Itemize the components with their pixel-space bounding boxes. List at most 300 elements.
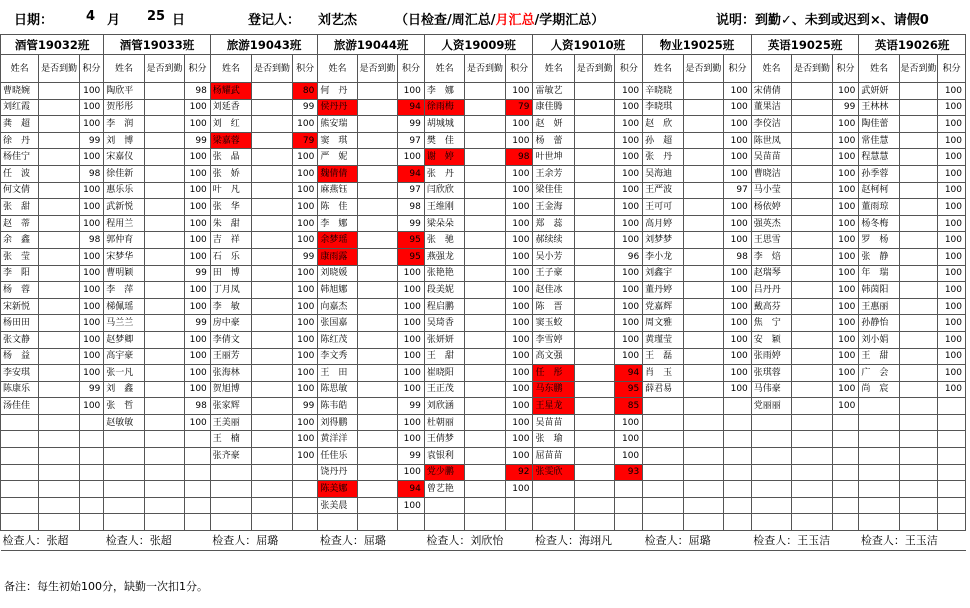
attendance-cell [792,199,832,216]
attendance-cell [683,132,723,149]
empty-cell [1,414,39,431]
student-name: 程慧慧 [859,149,899,166]
attendance-cell [575,165,615,182]
attendance-cell [465,414,505,431]
attendance-cell [144,99,184,116]
student-score: 100 [185,381,211,398]
student-name: 李 阳 [1,265,39,282]
student-score: 100 [724,381,752,398]
student-name: 王正茂 [424,381,464,398]
student-score: 100 [938,149,966,166]
attendance-cell [683,348,723,365]
attendance-cell [39,265,79,282]
student-score: 100 [398,365,425,382]
attendance-cell [144,348,184,365]
col-score-header: 积分 [292,55,318,83]
student-score: 99 [185,132,211,149]
student-score: 100 [832,248,859,265]
student-score: 99 [832,99,859,116]
student-name: 程用兰 [104,215,144,232]
student-name: 赵 欣 [643,116,683,133]
empty-cell [832,431,859,448]
student-name: 薛君易 [643,381,683,398]
attendance-cell [575,348,615,365]
student-name: 李 娜 [318,215,357,232]
student-score: 100 [938,232,966,249]
attendance-cell [252,199,292,216]
empty-cell [751,414,791,431]
student-name: 胡城城 [424,116,464,133]
student-name: 王严波 [643,182,683,199]
empty-cell [533,497,575,514]
attendance-cell [575,182,615,199]
attendance-cell [683,215,723,232]
student-name: 李 焙 [751,248,791,265]
attendance-cell [575,431,615,448]
empty-cell [751,497,791,514]
student-name: 王维刚 [424,199,464,216]
student-name: 李倩文 [210,331,252,348]
student-score: 100 [505,132,533,149]
attendance-cell [683,365,723,382]
attendance-cell [792,99,832,116]
attendance-cell [683,298,723,315]
attendance-cell [575,282,615,299]
attendance-cell [683,315,723,332]
empty-cell [39,497,79,514]
empty-cell [643,448,683,465]
student-score: 100 [615,99,643,116]
student-name: 段美妮 [424,282,464,299]
attendance-cell [792,298,832,315]
student-score: 100 [724,298,752,315]
student-score: 100 [938,348,966,365]
table-row [1,232,966,249]
student-name: 张 甜 [1,199,39,216]
attendance-cell [792,282,832,299]
student-name: 赵瑞琴 [751,265,791,282]
student-score: 100 [185,365,211,382]
attendance-cell [39,165,79,182]
student-score: 99 [185,315,211,332]
student-score: 97 [398,132,425,149]
student-name: 陈康乐 [1,381,39,398]
empty-cell [292,464,318,481]
attendance-cell [144,165,184,182]
empty-cell [832,464,859,481]
student-name: 向嘉杰 [318,298,357,315]
student-score: 100 [724,331,752,348]
student-score: 100 [292,298,318,315]
student-name: 宋嘉仪 [104,149,144,166]
attendance-cell [792,165,832,182]
student-score: 99 [398,116,425,133]
student-score: 100 [185,298,211,315]
student-score: 100 [938,132,966,149]
empty-cell [104,514,144,531]
student-score: 100 [292,215,318,232]
student-name: 陈韦皓 [318,398,357,415]
student-name: 张 娇 [210,165,252,182]
attendance-cell [683,331,723,348]
inspector-name: 刘欣怡 [470,533,504,547]
attendance-cell [144,149,184,166]
attendance-cell [252,315,292,332]
student-score: 80 [292,83,318,100]
student-name: 王星龙 [533,398,575,415]
attendance-cell [575,315,615,332]
table-row [1,215,966,232]
empty-cell [859,514,899,531]
student-score: 100 [615,116,643,133]
attendance-cell [899,365,937,382]
empty-cell [357,514,397,531]
col-attend-header: 是否到勤 [899,55,937,83]
attendance-cell [899,282,937,299]
student-score: 79 [505,99,533,116]
student-score: 100 [79,315,103,332]
student-name: 广 会 [859,365,899,382]
empty-cell [575,514,615,531]
attendance-cell [252,149,292,166]
student-name: 郝续续 [533,232,575,249]
student-name: 吴琦香 [424,315,464,332]
student-score: 100 [832,348,859,365]
empty-cell [859,414,899,431]
attendance-cell [252,83,292,100]
student-name: 张 莹 [1,248,39,265]
student-name: 丁月凤 [210,282,252,299]
empty-cell [859,448,899,465]
inspector-name: 屈璐 [688,533,711,547]
sheet-header [0,0,970,34]
student-score: 100 [79,348,103,365]
table-row [1,248,966,265]
attendance-cell [683,182,723,199]
student-name: 赵敏敏 [104,414,144,431]
student-name: 陶佳蕾 [859,116,899,133]
student-name: 王美丽 [210,414,252,431]
attendance-cell [252,215,292,232]
student-score: 100 [398,315,425,332]
attendance-cell [357,116,397,133]
student-score: 100 [832,182,859,199]
student-name: 高月婷 [643,215,683,232]
student-score: 100 [398,298,425,315]
student-name: 张 华 [210,199,252,216]
attendance-cell [357,149,397,166]
date-day-unit: 日 [172,13,186,28]
attendance-cell [144,199,184,216]
class-title: 旅游19044班 [318,35,425,55]
student-score: 100 [615,182,643,199]
student-score: 100 [79,215,103,232]
student-name: 刘 红 [210,116,252,133]
attendance-cell [39,232,79,249]
empty-cell [724,514,752,531]
table-row [1,116,966,133]
student-score: 100 [938,331,966,348]
student-name: 戴高芬 [751,298,791,315]
empty-cell [79,414,103,431]
attendance-cell [465,199,505,216]
student-score: 100 [832,165,859,182]
attendance-cell [465,83,505,100]
student-name: 谢 婷 [424,149,464,166]
attendance-cell [357,331,397,348]
col-attend-header: 是否到勤 [144,55,184,83]
attendance-cell [792,116,832,133]
student-score: 100 [505,232,533,249]
student-name: 张琪蓉 [751,365,791,382]
student-score: 100 [398,265,425,282]
student-name: 叶世坤 [533,149,575,166]
student-name: 梁嘉蓉 [210,132,252,149]
empty-cell [859,398,899,415]
empty-cell [505,497,533,514]
student-score: 99 [398,398,425,415]
student-score: 100 [505,165,533,182]
student-name: 李 萍 [104,282,144,299]
empty-cell [1,448,39,465]
student-score: 100 [185,199,211,216]
attendance-cell [39,298,79,315]
student-name: 李 润 [104,116,144,133]
student-score: 100 [398,414,425,431]
attendance-cell [357,464,397,481]
student-name: 杨依婷 [751,199,791,216]
student-score: 100 [938,199,966,216]
attendance-cell [575,116,615,133]
student-name: 周文雅 [643,315,683,332]
attendance-cell [357,348,397,365]
attendance-cell [575,414,615,431]
student-name: 曾艺艳 [424,481,464,498]
student-score: 100 [938,165,966,182]
attendance-cell [39,199,79,216]
empty-cell [899,398,937,415]
empty-cell [615,514,643,531]
attendance-cell [899,165,937,182]
student-score: 100 [938,215,966,232]
empty-cell [104,497,144,514]
attendance-cell [39,282,79,299]
empty-cell [899,497,937,514]
student-score: 97 [398,182,425,199]
student-name: 吕丹丹 [751,282,791,299]
student-score: 100 [79,398,103,415]
student-score: 100 [832,265,859,282]
attendance-cell [683,83,723,100]
student-name: 李 敏 [210,298,252,315]
student-name: 闫欣欣 [424,182,464,199]
student-name: 任 彤 [533,365,575,382]
attendance-cell [144,398,184,415]
student-score: 100 [505,448,533,465]
empty-cell [643,431,683,448]
attendance-cell [144,215,184,232]
table-row [1,315,966,332]
student-score: 100 [79,116,103,133]
attendance-cell [465,365,505,382]
col-name-header: 姓名 [104,55,144,83]
student-score: 100 [724,83,752,100]
student-name: 李 娜 [424,83,464,100]
attendance-cell [39,315,79,332]
student-score: 95 [398,232,425,249]
student-name: 张文静 [1,331,39,348]
student-score: 100 [505,348,533,365]
empty-cell [424,497,464,514]
student-name: 刘 博 [104,132,144,149]
attendance-cell [465,282,505,299]
student-name: 石 乐 [210,248,252,265]
empty-cell [104,448,144,465]
table-row [1,165,966,182]
student-score: 100 [724,165,752,182]
student-score: 100 [185,414,211,431]
table-row [1,464,966,481]
student-name: 何 丹 [318,83,357,100]
student-name: 杨 蓉 [1,282,39,299]
attendance-cell [465,448,505,465]
summary-mode [395,9,604,28]
student-name: 张国嘉 [318,315,357,332]
empty-cell [575,481,615,498]
student-score: 100 [292,315,318,332]
student-name: 党丽丽 [751,398,791,415]
attendance-cell [465,348,505,365]
student-name: 强英杰 [751,215,791,232]
attendance-cell [144,315,184,332]
student-name: 张雯欣 [533,464,575,481]
student-name: 王子豪 [533,265,575,282]
attendance-cell [465,464,505,481]
empty-cell [210,497,252,514]
inspector-label: 检查人： [319,533,364,547]
attendance-cell [144,381,184,398]
student-name: 叶 凡 [210,182,252,199]
attendance-cell [792,331,832,348]
col-score-header: 积分 [79,55,103,83]
empty-cell [79,514,103,531]
attendance-cell [252,265,292,282]
attendance-cell [357,265,397,282]
attendance-cell [575,398,615,415]
empty-cell [792,448,832,465]
attendance-cell [252,248,292,265]
attendance-cell [792,398,832,415]
student-score: 98 [398,199,425,216]
student-score: 100 [832,199,859,216]
inspector-cell [210,531,318,551]
attendance-cell [144,282,184,299]
student-score: 100 [832,215,859,232]
student-name: 王 楠 [210,431,252,448]
student-score: 100 [185,282,211,299]
attendance-cell [357,232,397,249]
student-name: 马东鹏 [533,381,575,398]
class-title: 英语19026班 [859,35,966,55]
student-score: 100 [292,331,318,348]
student-name: 孙静怡 [859,315,899,332]
attendance-cell [899,215,937,232]
inspector-name: 张超 [46,533,69,547]
table-row [1,497,966,514]
student-name: 黄洋洋 [318,431,357,448]
student-score: 100 [724,265,752,282]
student-name: 杨佳宁 [1,149,39,166]
student-name: 王余芳 [533,165,575,182]
student-score: 100 [505,182,533,199]
student-name: 熊安瑞 [318,116,357,133]
attendance-cell [899,315,937,332]
student-name: 年 瑞 [859,265,899,282]
col-name-header: 姓名 [533,55,575,83]
student-score: 100 [398,331,425,348]
col-name-header: 姓名 [859,55,899,83]
student-name: 赵佳冰 [533,282,575,299]
student-score: 100 [79,182,103,199]
empty-cell [104,431,144,448]
student-name: 王丽芳 [210,348,252,365]
summary-mode-close: /学期汇总） [534,13,605,28]
attendance-cell [252,282,292,299]
empty-cell [751,464,791,481]
student-score: 100 [505,315,533,332]
empty-cell [899,431,937,448]
attendance-cell [575,365,615,382]
student-score: 100 [185,232,211,249]
class-title: 人资19009班 [424,35,533,55]
table-row [1,99,966,116]
empty-cell [938,464,966,481]
empty-cell [938,514,966,531]
empty-cell [185,431,211,448]
student-name: 吴苗苗 [751,149,791,166]
empty-cell [938,431,966,448]
col-name-header: 姓名 [1,55,39,83]
class-title: 人资19010班 [533,35,643,55]
empty-cell [724,414,752,431]
student-score: 100 [79,365,103,382]
empty-cell [424,514,464,531]
student-score: 100 [615,282,643,299]
inspector-cell [318,531,425,551]
col-attend-header: 是否到勤 [357,55,397,83]
empty-cell [792,497,832,514]
inspector-cell [643,531,752,551]
attendance-cell [252,99,292,116]
student-name: 董雨琼 [859,199,899,216]
empty-cell [792,464,832,481]
student-name: 燕强龙 [424,248,464,265]
student-score: 100 [615,149,643,166]
empty-cell [252,464,292,481]
student-name: 武妍妍 [859,83,899,100]
student-name: 党少鹏 [424,464,464,481]
attendance-cell [899,331,937,348]
student-score: 100 [185,248,211,265]
student-name: 王倩梦 [424,431,464,448]
student-name: 吉 祥 [210,232,252,249]
student-name: 余梦瑶 [318,232,357,249]
empty-cell [185,514,211,531]
attendance-cell [465,132,505,149]
student-name: 杨耀武 [210,83,252,100]
attendance-cell [144,414,184,431]
student-name: 黄瑾莹 [643,331,683,348]
